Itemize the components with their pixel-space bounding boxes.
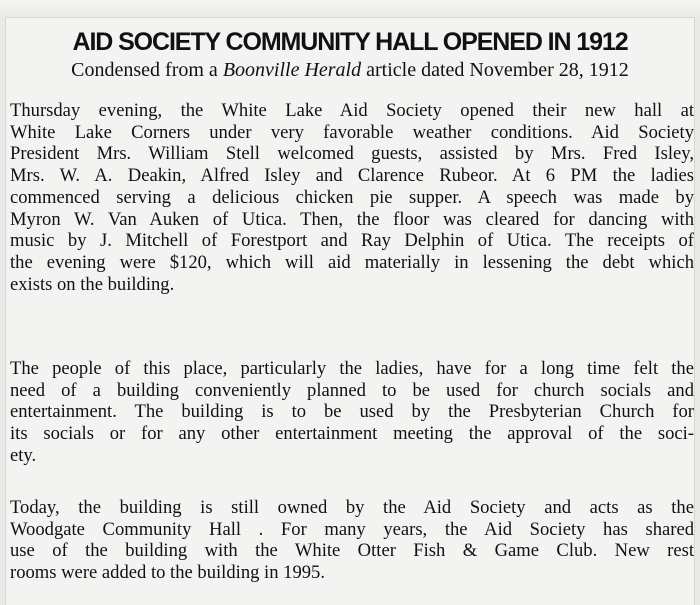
newspaper-clipping — [6, 18, 694, 605]
paragraph-line: entertainment. The building is to be used by the Presbyterian Church for — [10, 401, 694, 423]
paragraph-line: the evening were $120, which will aid materially in lessening the debt which — [10, 251, 694, 273]
paragraph-line: President Mrs. William Stell welcomed guests, assisted by Mrs. Fred Isley, — [10, 143, 694, 165]
paragraph-line: commenced serving a delicious chicken pie supper. A speech was made by — [10, 186, 694, 208]
paragraph-line: Myron W. Van Auken of Utica. Then, the floor was cleared for dancing with — [10, 208, 694, 230]
paragraph-line: ety. — [10, 444, 37, 466]
paragraph-line: music by J. Mitchell of Forestport and Ray Delphin of Utica. The receipts of — [10, 230, 694, 252]
article-headline: AID SOCIETY COMMUNITY HALL OPENED IN 1912 — [72, 28, 628, 56]
paragraph-line: its socials or for any other entertainment meeting the approval of the soci- — [10, 423, 694, 445]
article-paragraph-2 — [10, 358, 694, 467]
paragraph-line: White Lake Corners under very favorable weather conditions. Aid Society — [10, 121, 694, 143]
article-paragraph-1 — [10, 100, 694, 295]
paragraph-line: Today, the building is still owned by the Aid Society and acts as the — [10, 497, 694, 518]
article-subhead — [6, 59, 694, 81]
subhead-source: Boonville Herald — [222, 59, 362, 81]
subhead-suffix: article dated November 28, 1912 — [366, 59, 629, 81]
subhead-prefix: Condensed from a — [71, 59, 218, 81]
paragraph-line: use of the building with the White Otter Fish & Game Club. New rest — [10, 540, 694, 562]
paragraph-line: The people of this place, particularly the ladies, have for a long time felt the — [10, 358, 694, 379]
paragraph-line: Thursday evening, the White Lake Aid Society opened their new hall at — [10, 100, 694, 121]
paragraph-line: Mrs. W. A. Deakin, Alfred Isley and Clarence Rubeor. At 6 PM the ladies — [10, 165, 694, 187]
paragraph-line: rooms were added to the building in 1995. — [10, 562, 326, 584]
scan-border — [0, 0, 700, 14]
paragraph-line: need of a building conveniently planned to be used for church socials and — [10, 379, 694, 401]
article-paragraph-3 — [10, 497, 694, 584]
paragraph-line: exists on the building. — [10, 273, 175, 295]
paragraph-line: Woodgate Community Hall . For many years, the Aid Society has shared — [10, 518, 694, 540]
